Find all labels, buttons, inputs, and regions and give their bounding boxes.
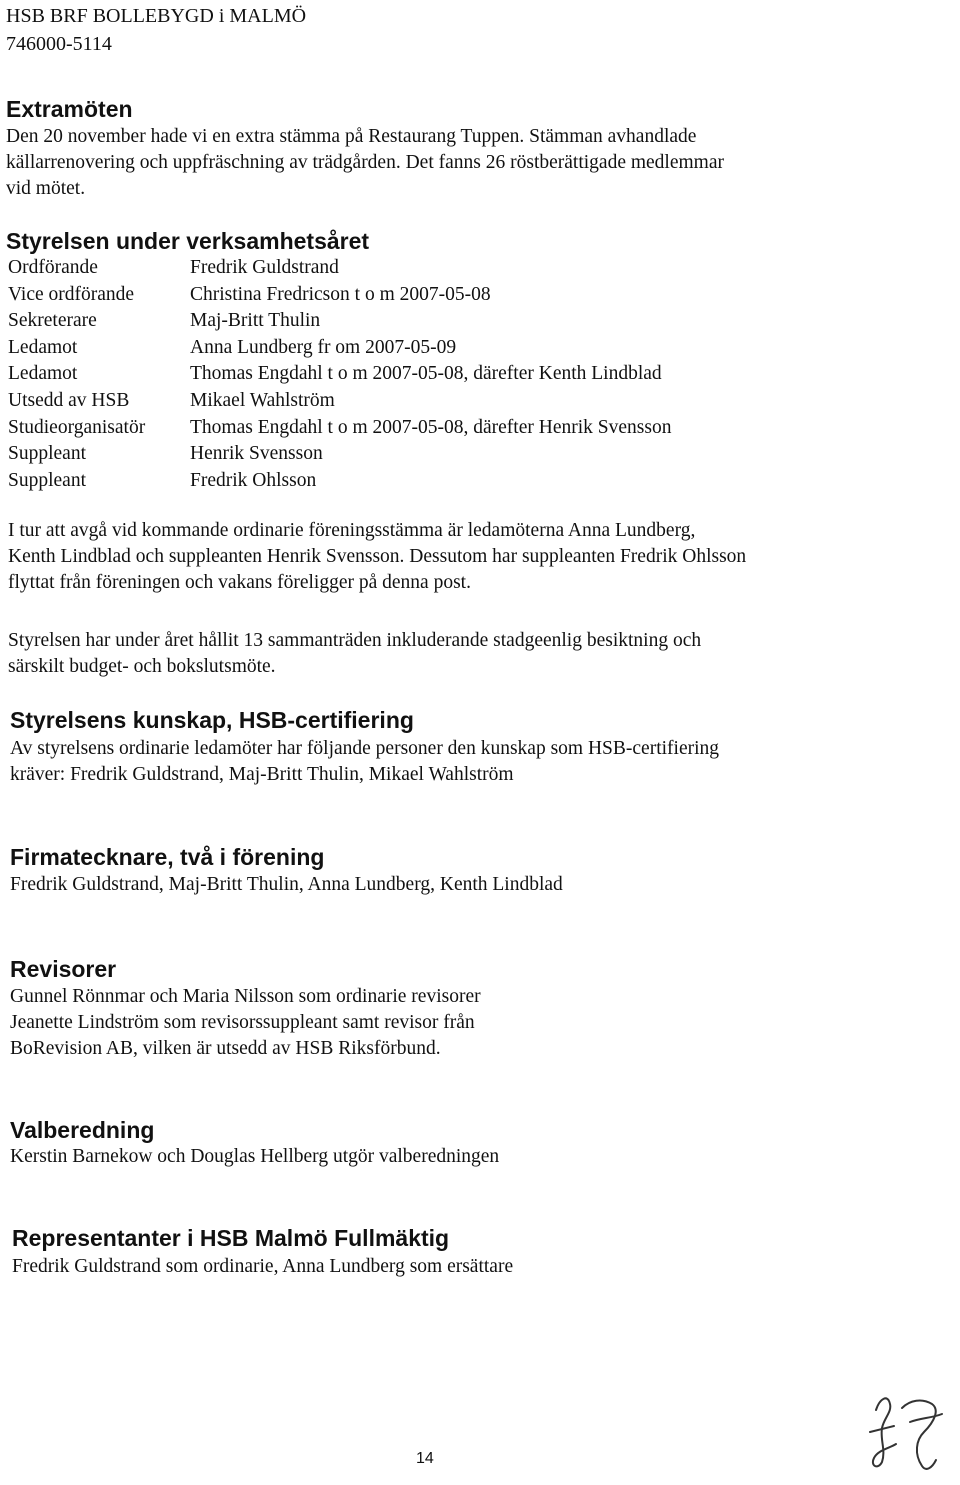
paragraph-line: Kerstin Barnekow och Douglas Hellberg utgör valberedningen — [10, 1146, 500, 1167]
paragraph-line: Fredrik Guldstrand som ordinarie, Anna Lundberg som ersättare — [12, 1256, 514, 1277]
kunskap-paragraph — [10, 736, 719, 788]
paragraph-line: Den 20 november hade vi en extra stämma på Restaurang Tuppen. Stämman avhandlade — [6, 126, 697, 147]
revisorer-paragraph — [10, 984, 481, 1062]
board-member-name: Mikael Wahlström — [190, 389, 335, 411]
board-role: Sekreterare — [8, 310, 97, 332]
paragraph-line: kräver: Fredrik Guldstrand, Maj-Britt Thulin, Mikael Wahlström — [10, 764, 514, 785]
page-number: 14 — [416, 1450, 434, 1467]
section-heading-firmatecknare: Firmatecknare, två i förening — [10, 844, 325, 870]
meetings-paragraph — [8, 628, 701, 680]
board-member-name: Thomas Engdahl t o m 2007-05-08, därefter Kenth Lindblad — [190, 363, 662, 385]
paragraph-line: I tur att avgå vid kommande ordinarie föreningsstämma är ledamöterna Anna Lundberg, — [8, 520, 696, 541]
section-heading-valberedning: Valberedning — [10, 1117, 155, 1143]
board-role: Vice ordförande — [8, 283, 135, 305]
board-role: Suppleant — [8, 469, 86, 491]
turn-paragraph — [8, 518, 746, 596]
board-member-name: Thomas Engdahl t o m 2007-05-08, därefter Henrik Svensson — [190, 416, 672, 438]
board-role: Ledamot — [8, 363, 78, 385]
board-member-name: Fredrik Guldstrand — [190, 257, 339, 278]
board-member-name: Anna Lundberg fr om 2007-05-09 — [190, 336, 457, 358]
org-number: 746000-5114 — [6, 33, 112, 55]
section-heading-representanter: Representanter i HSB Malmö Fullmäktig — [12, 1225, 450, 1251]
paragraph-line: källarrenovering och uppfräschning av trädgården. Det fanns 26 röstberättigade medlemmar — [6, 152, 724, 173]
paragraph-line: Styrelsen har under året hållit 13 sammanträden inkluderande stadgeenlig besiktning och — [8, 630, 702, 651]
board-member-name: Fredrik Ohlsson — [190, 469, 317, 491]
representanter-paragraph — [12, 1254, 513, 1280]
board-member-name: Maj-Britt Thulin — [190, 310, 321, 332]
paragraph-line: Av styrelsens ordinarie ledamöter har följande personer den kunskap som HSB-certifiering — [10, 738, 720, 759]
section-heading-revisorer: Revisorer — [10, 956, 117, 982]
paragraph-line: Kenth Lindblad och suppleanten Henrik Svensson. Dessutom har suppleanten Fredrik Ohlsson — [8, 546, 747, 567]
section-heading-kunskap: Styrelsens kunskap, HSB-certifiering — [10, 707, 414, 733]
paragraph-line: särskilt budget- och bokslutsmöte. — [8, 656, 276, 677]
board-role: Ledamot — [8, 336, 78, 358]
paragraph-line: BoRevision AB, vilken är utsedd av HSB Riksförbund. — [10, 1038, 441, 1059]
extramoten-paragraph — [6, 124, 724, 202]
org-name: HSB BRF BOLLEBYGD i MALMÖ — [6, 5, 307, 27]
board-role: Studieorganisatör — [8, 416, 146, 438]
paragraph-line: Gunnel Rönnmar och Maria Nilsson som ordinarie revisorer — [10, 986, 481, 1007]
firmatecknare-paragraph — [10, 872, 563, 898]
valberedning-paragraph — [10, 1144, 499, 1170]
signature-initials — [862, 1388, 952, 1478]
section-heading-extramoten: Extramöten — [6, 96, 133, 122]
section-heading-styrelsen: Styrelsen under verksamhetsåret — [6, 228, 370, 254]
paragraph-line: Jeanette Lindström som revisorssuppleant samt revisor från — [10, 1012, 475, 1033]
paragraph-line: vid mötet. — [6, 178, 86, 199]
paragraph-line: Fredrik Guldstrand, Maj-Britt Thulin, Anna Lundberg, Kenth Lindblad — [10, 874, 563, 895]
board-role: Utsedd av HSB — [8, 389, 130, 411]
board-member-name: Henrik Svensson — [190, 443, 323, 465]
board-role: Ordförande — [8, 257, 98, 278]
board-member-name: Christina Fredricson t o m 2007-05-08 — [190, 283, 491, 305]
board-role: Suppleant — [8, 443, 86, 465]
paragraph-line: flyttat från föreningen och vakans föreligger på denna post. — [8, 572, 471, 593]
